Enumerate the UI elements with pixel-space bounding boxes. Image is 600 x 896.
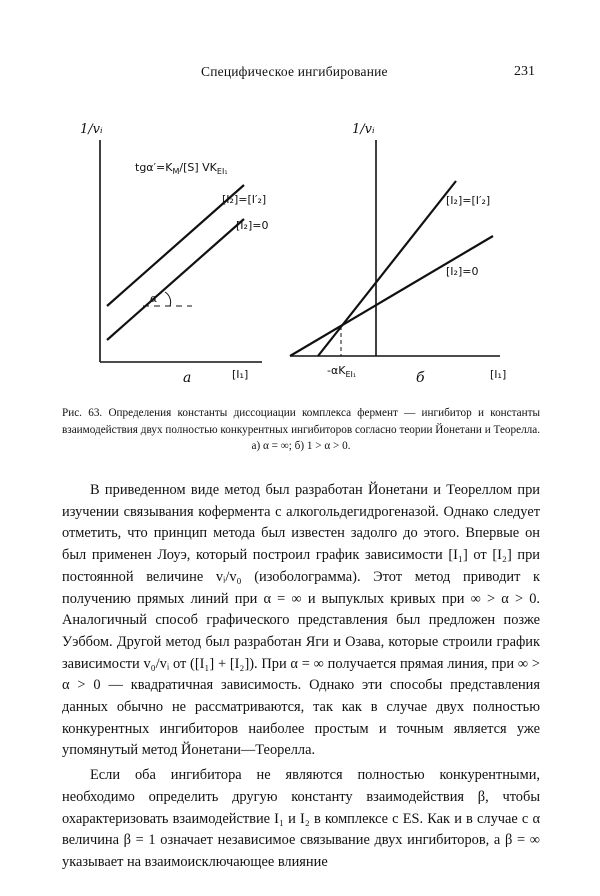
panel-b-y-label: 1/vᵢ: [352, 122, 375, 137]
body-paragraph-2: Если оба ингибитора не являются полностью конкурентными, необходимо определить другую константу взаимодействия β, чтобы охарактеризовать взаимодействие I₁ и I₂ в комплексе с ES. Как и в случае с α величина β = 1 означает независимое связывание двух ингибиторов, а β = ∞ указывает на взаимоисключающее влияние: [62, 767, 540, 870]
panel-a-angle-label: α′: [150, 292, 160, 305]
figure-63: [0, 0, 600, 400]
running-title: Специфическое ингибирование: [201, 64, 388, 79]
panel-a-label: а: [183, 370, 192, 386]
panel-a-line-lower-label: [I₂]=0: [236, 219, 269, 232]
panel-b-line-flat: [290, 236, 493, 356]
body-text: [62, 480, 540, 874]
panel-a-y-label: 1/vᵢ: [80, 122, 103, 137]
panel-a-x-label: [I₁]: [232, 368, 249, 381]
panel-b-line-flat-label: [I₂]=0: [446, 265, 479, 278]
panel-b-x-label: [I₁]: [490, 368, 507, 381]
panel-a-formula: $tg\alpha'=K_M/[S]$ $VK_{EI_1}$: [135, 161, 228, 176]
panel-b-line-steep-label: [I₂]=[I′₂]: [446, 194, 491, 207]
body-paragraph-1: В приведенном виде метод был разработан Йонетани и Теореллом при изучении связывания кофермента с алкогольдегидрогеназой. Однако следует отметить, что принцип метода был известен задолго до этого. Впервые он был применен Лоуэ, который построил график зависимости [I₁] от [I₂] при постоянной величине vᵢ/v₀ (изоболограмма). Этот метод приводит к получению прямых линий при α = ∞ и выпуклых кривых при ∞ > α > 0. Аналогичный способ графического представления был предложен позже Уэббом. Другой метод был разработан Яги и Озава, которые строили график зависимости v₀/vᵢ от ([I₁] + [I₂]). При α = ∞ получается прямая линия, при ∞ > α > 0 — квадратичная зависимость. Однако эти способы представления данных обычно не рассматриваются, так как в случае двух полностью конкурентных ингибиторов наиболее простым и точным является уже упомянутый метод Йонетани—Теорелла.: [62, 482, 540, 759]
figure-caption: Рис. 63. Определения константы диссоциации комплекса фермент — ингибитор и константы взаимодействия двух полностью конкурентных ингибиторов согласно теории Йонетани и Теорелла. а) α = ∞; б) 1 > α > 0.: [62, 407, 540, 452]
panel-b-tick-label: $-\alpha K_{EI_1}$: [327, 364, 357, 379]
panel-b-line-steep: [318, 181, 456, 356]
panel-a-angle-arc: [165, 292, 171, 306]
panel-b-label: б: [416, 370, 425, 386]
panel-a-line-lower: [107, 219, 244, 340]
panel-a-line-upper-label: [I₂]=[I′₂]: [222, 193, 267, 206]
page-number: 231: [514, 64, 535, 79]
